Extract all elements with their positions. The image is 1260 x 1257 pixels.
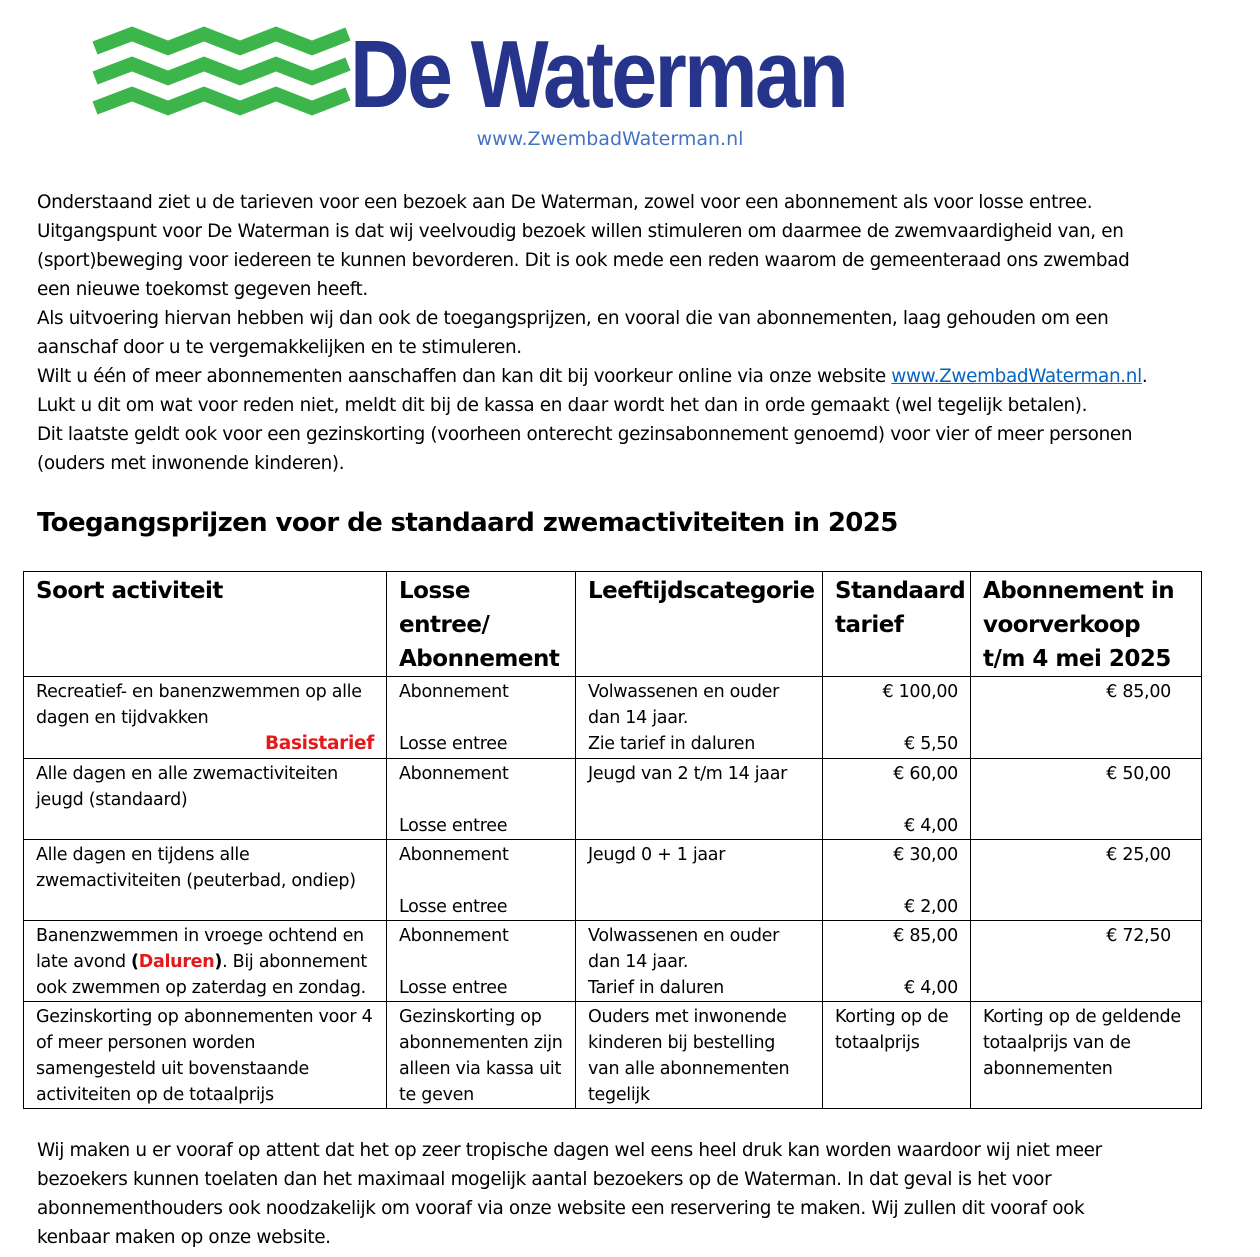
table-row: [24, 921, 1202, 1002]
std-top: € 100,00: [882, 682, 958, 702]
section-heading: Toegangsprijzen voor de standaard zwemactiviteiten in 2025: [37, 508, 898, 538]
paren-close: ): [214, 952, 223, 972]
intro-line: (ouders met inwonende kinderen).: [37, 453, 345, 474]
cell-standard: [823, 840, 971, 921]
cell-standard: Korting op de totaalprijs: [823, 1002, 971, 1109]
cell-type: [387, 840, 576, 921]
cell-age: [576, 840, 823, 921]
cell-presale: [971, 677, 1202, 759]
table-row: [24, 840, 1202, 921]
daluren-label: Daluren: [138, 952, 215, 972]
std-bottom: € 4,00: [904, 978, 958, 998]
outro-text: [37, 1136, 1257, 1252]
std-bottom: € 4,00: [904, 816, 958, 836]
cell-standard: [823, 759, 971, 840]
type-bottom: Losse entree: [399, 816, 508, 836]
age-line: dan 14 jaar.: [588, 952, 689, 972]
type-top: Abonnement: [399, 682, 509, 702]
intro-line: Als uitvoering hiervan hebben wij dan ook de toegangsprijzen, en vooral die van abonnementen, laag gehouden om een: [37, 308, 1109, 329]
website-url[interactable]: www.ZwembadWaterman.nl: [476, 128, 744, 150]
header-activity: Soort activiteit: [24, 572, 387, 677]
type-bottom: Losse entree: [399, 897, 508, 917]
cell-activity: [24, 921, 387, 1002]
type-top: Abonnement: [399, 764, 509, 784]
type-top: Abonnement: [399, 926, 509, 946]
age-line: Jeugd van 2 t/m 14 jaar: [588, 764, 788, 784]
activity-text: Alle dagen en alle zwemactiviteiten jeugd (standaard): [36, 764, 338, 810]
presale-price: € 72,50: [1106, 926, 1171, 946]
presale-price: € 85,00: [1106, 682, 1171, 702]
cell-presale: [971, 759, 1202, 840]
intro-line: Onderstaand ziet u de tarieven voor een bezoek aan De Waterman, zowel voor een abonnement als voor losse entree.: [37, 192, 1093, 213]
intro-line: aanschaf door u te vergemakkelijken en te stimuleren.: [37, 337, 522, 358]
header-standard: Standaard tarief: [823, 572, 971, 677]
cell-activity: [24, 759, 387, 840]
cell-type: Gezinskorting op abonnementen zijn alleen via kassa uit te geven: [387, 1002, 576, 1109]
table-row: [24, 759, 1202, 840]
cell-age: [576, 677, 823, 759]
paren-open: (: [131, 952, 139, 972]
age-line: Jeugd 0 + 1 jaar: [588, 845, 726, 865]
table-row: [24, 1002, 1202, 1109]
website-link[interactable]: www.ZwembadWaterman.nl: [891, 366, 1142, 387]
cell-presale: [971, 840, 1202, 921]
type-top: Abonnement: [399, 845, 509, 865]
intro-text: [37, 188, 1257, 478]
header-age: Leeftijdscategorie: [576, 572, 823, 677]
online-prefix: Wilt u één of meer abonnementen aanschaffen dan kan dit bij voorkeur online via onze website: [37, 366, 892, 387]
age-line: Zie tarief in daluren: [588, 734, 755, 754]
cell-presale: [971, 921, 1202, 1002]
logo-text: De Waterman: [350, 21, 847, 128]
cell-presale: Korting op de geldende totaalprijs van de abonnementen: [971, 1002, 1202, 1109]
logo: [90, 20, 890, 130]
online-suffix: .: [1141, 366, 1148, 387]
intro-line: Uitgangspunt voor De Waterman is dat wij veelvoudig bezoek willen stimuleren om daarmee de zwemvaardigheid van, en: [37, 221, 1124, 242]
cell-type: [387, 759, 576, 840]
cell-type: [387, 921, 576, 1002]
cell-activity: [24, 677, 387, 759]
std-bottom: € 5,50: [904, 734, 958, 754]
age-line: Volwassenen en ouder: [588, 682, 780, 702]
type-bottom: Losse entree: [399, 978, 508, 998]
cell-age: [576, 759, 823, 840]
outro-line: Wij maken u er vooraf op attent dat het op zeer tropische dagen wel eens heel druk kan worden waardoor wij niet meer: [37, 1140, 1102, 1161]
activity-text: Recreatief- en banenzwemmen op alle dagen en tijdvakken: [36, 682, 362, 728]
age-line: Volwassenen en ouder: [588, 926, 780, 946]
std-top: € 30,00: [893, 845, 958, 865]
basistarief-label: Basistarief: [264, 733, 374, 754]
cell-age: [576, 921, 823, 1002]
cell-standard: [823, 677, 971, 759]
age-line: Tarief in daluren: [588, 978, 724, 998]
age-line: dan 14 jaar.: [588, 708, 689, 728]
presale-price: € 50,00: [1106, 764, 1171, 784]
table-row: [24, 677, 1202, 759]
activity-post: . Bij abonnement ook zwemmen op zaterdag en zondag.: [36, 952, 367, 998]
outro-line: kenbaar maken op onze website.: [37, 1227, 331, 1248]
waves-icon: [90, 26, 352, 126]
outro-line: abonnementhouders ook noodzakelijk om vooraf via onze website een reservering te maken. Wij zullen dit vooraf ook: [37, 1198, 1085, 1219]
std-top: € 85,00: [893, 926, 958, 946]
intro-line: een nieuwe toekomst gegeven heeft.: [37, 279, 368, 300]
intro-line-online: [37, 362, 1257, 391]
header-type: Losse entree/ Abonnement: [387, 572, 576, 677]
std-top: € 60,00: [893, 764, 958, 784]
price-table: [23, 571, 1202, 1109]
activity-pre: Banenzwemmen in vroege ochtend en late avond: [36, 926, 364, 972]
presale-price: € 25,00: [1106, 845, 1171, 865]
cell-type: [387, 677, 576, 759]
intro-line: (sport)beweging voor iedereen te kunnen bevorderen. Dit is ook mede een reden waarom de gemeenteraad ons zwembad: [37, 250, 1130, 271]
cell-standard: [823, 921, 971, 1002]
intro-line: Lukt u dit om wat voor reden niet, meldt dit bij de kassa en daar wordt het dan in orde gemaakt (wel tegelijk betalen).: [37, 395, 1088, 416]
activity-text: Alle dagen en tijdens alle zwemactiviteiten (peuterbad, ondiep): [36, 845, 356, 891]
type-bottom: Losse entree: [399, 734, 508, 754]
cell-age: Ouders met inwonende kinderen bij bestelling van alle abonnementen tegelijk: [576, 1002, 823, 1109]
header-presale: Abonnement in voorverkoop t/m 4 mei 2025: [971, 572, 1202, 677]
cell-activity: Gezinskorting op abonnementen voor 4 of meer personen worden samengesteld uit bovenstaande activiteiten op de totaalprijs: [24, 1002, 387, 1109]
cell-activity: [24, 840, 387, 921]
std-bottom: € 2,00: [904, 897, 958, 917]
intro-line: Dit laatste geldt ook voor een gezinskorting (voorheen onterecht gezinsabonnement genoemd) voor vier of meer personen: [37, 424, 1133, 445]
table-header-row: [24, 572, 1202, 677]
outro-line: bezoekers kunnen toelaten dan het maximaal mogelijk aantal bezoekers op de Waterman. In dat geval is het voor: [37, 1169, 1052, 1190]
